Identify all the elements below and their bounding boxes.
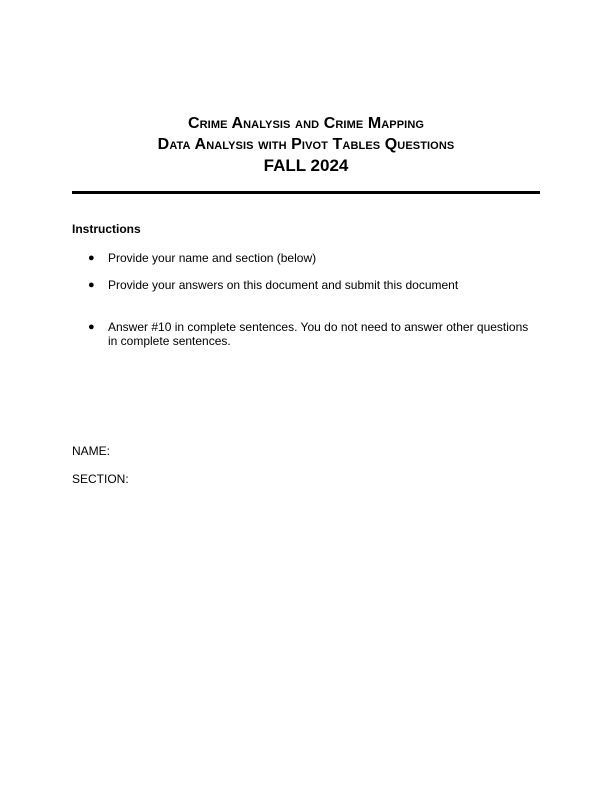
- instruction-item: [88, 278, 540, 292]
- document-title: [0, 113, 612, 176]
- section-field-label: SECTION:: [72, 472, 129, 486]
- instruction-text: Answer #10 in complete sentences. You do not need to answer other questions in complete sentences.: [108, 320, 529, 348]
- title-divider: [72, 191, 540, 194]
- bullet-icon: ●: [88, 252, 95, 264]
- assignment-title: Data Analysis with Pivot Tables Questions: [157, 136, 455, 153]
- term-label: FALL 2024: [263, 156, 349, 175]
- course-title: Crime Analysis and Crime Mapping: [187, 115, 425, 132]
- instructions-heading: Instructions: [72, 222, 141, 236]
- instruction-item: [88, 320, 540, 348]
- name-field-label: NAME:: [72, 444, 111, 458]
- instruction-item: [88, 251, 540, 265]
- bullet-icon: ●: [88, 279, 95, 291]
- bullet-icon: ●: [88, 321, 95, 333]
- instruction-text: Provide your name and section (below): [108, 251, 317, 265]
- instruction-text: Provide your answers on this document and submit this document: [108, 278, 459, 292]
